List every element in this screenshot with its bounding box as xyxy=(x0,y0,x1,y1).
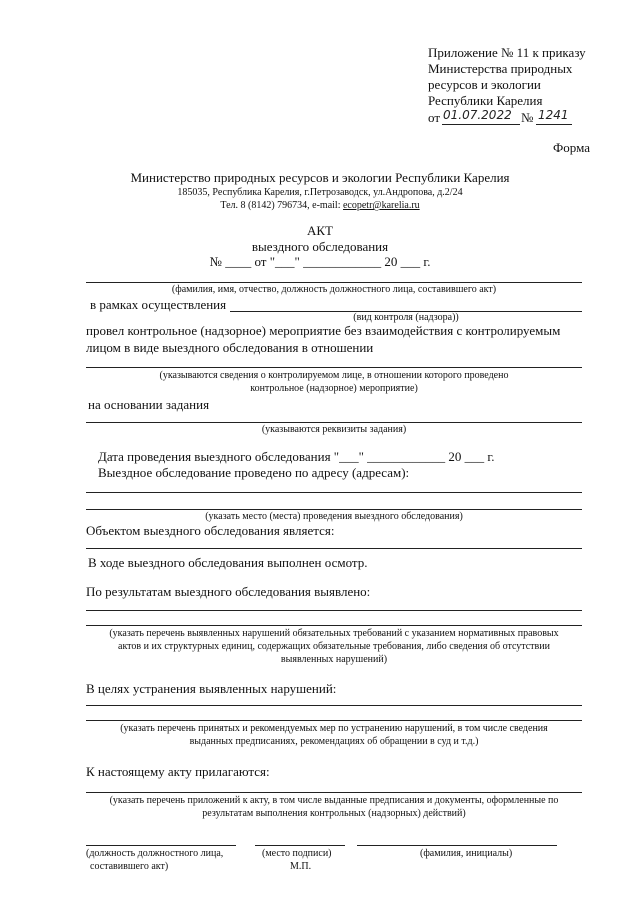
object-line: Объектом выездного обследования является: xyxy=(86,523,335,538)
conducted-line-1: провел контрольное (надзорное) мероприятие без взаимодействия с контролируемым xyxy=(86,323,561,338)
form-label: Форма xyxy=(553,140,590,155)
elimination-line: В целях устранения выявленных нарушений: xyxy=(86,681,337,696)
address-line: Выездное обследование проведено по адресу (адресам): xyxy=(98,465,410,480)
act-number-line: № ____ от "___" ____________ 20 ___ г. xyxy=(209,254,431,269)
hint-violations-1: (указать перечень выявленных нарушений обязательных требований с указанием нормативных правовых xyxy=(109,628,559,639)
appendix-date-handwritten: 01.07.2022 xyxy=(443,108,512,122)
appendix-line-1: Приложение № 11 к приказу xyxy=(428,45,586,60)
contacts-phone: Тел. 8 (8142) 796734, e-mail: xyxy=(220,200,343,211)
ministry-address: 185035, Республика Карелия, г.Петрозаводск, ул.Андропова, д.2/24 xyxy=(177,187,463,198)
results-line: По результатам выездного обследования выявлено: xyxy=(86,584,371,599)
hint-attachments-1: (указать перечень приложений к акту, в том числе выданные предписания и документы, оформленные по xyxy=(109,795,559,806)
hint-controlled-person-1: (указываются сведения о контролируемом лице, в отношении которого проведено xyxy=(159,370,509,381)
attachments-line: К настоящему акту прилагаются: xyxy=(86,764,270,779)
hint-assignment: (указываются реквизиты задания) xyxy=(261,424,407,435)
act-title: АКТ xyxy=(307,223,333,238)
conducted-line-2: лицом в виде выездного обследования в отношении xyxy=(86,340,374,355)
appendix-num-handwritten: 1241 xyxy=(538,108,569,122)
hint-control-type: (вид контроля (надзора)) xyxy=(353,312,459,323)
date-line: Дата проведения выездного обследования "___" ____________ 20 ___ г. xyxy=(98,449,495,464)
signature-place: (место подписи) xyxy=(262,848,332,859)
contacts-email: ecopetr@karelia.ru xyxy=(342,200,420,211)
basis-label: на основании задания xyxy=(88,397,210,412)
appendix-num-label: № xyxy=(521,110,534,125)
ministry-contacts xyxy=(120,200,520,211)
hint-inspector: (фамилия, имя, отчество, должность должностного лица, составившего акт) xyxy=(171,284,497,295)
appendix-ot-label: от xyxy=(428,110,441,125)
act-subtitle: выездного обследования xyxy=(251,239,389,254)
hint-measures-1: (указать перечень принятых и рекомендуемых мер по устранению нарушений, в том числе сведения xyxy=(120,723,548,734)
hint-measures-2: выданных предписаниях, рекомендациях об обращении в суд и т.д.) xyxy=(189,736,479,747)
signature-position-2: составившего акт) xyxy=(90,861,169,872)
appendix-line-4: Республики Карелия xyxy=(428,93,543,108)
ministry-name: Министерство природных ресурсов и экологии Республики Карелия xyxy=(130,170,510,185)
within-label: в рамках осуществления xyxy=(90,297,227,312)
signature-name: (фамилия, инициалы) xyxy=(420,848,513,859)
appendix-line-2: Министерства природных xyxy=(428,61,573,76)
signature-position-1: (должность должностного лица, xyxy=(86,848,224,859)
hint-controlled-person-2: контрольное (надзорное) мероприятие) xyxy=(250,383,418,394)
signature-stamp: М.П. xyxy=(290,861,312,872)
hint-place: (указать место (места) проведения выездного обследования) xyxy=(205,511,463,522)
hint-violations-2: актов и их структурных единиц, содержащих обязательные требования, либо сведения об отсутствии xyxy=(118,641,550,652)
hint-attachments-2: результатам выполнения контрольных (надзорных) действий) xyxy=(202,808,466,819)
inspection-line: В ходе выездного обследования выполнен осмотр. xyxy=(88,555,368,570)
hint-violations-3: выявленных нарушений) xyxy=(280,654,388,665)
appendix-line-3: ресурсов и экологии xyxy=(428,77,541,92)
